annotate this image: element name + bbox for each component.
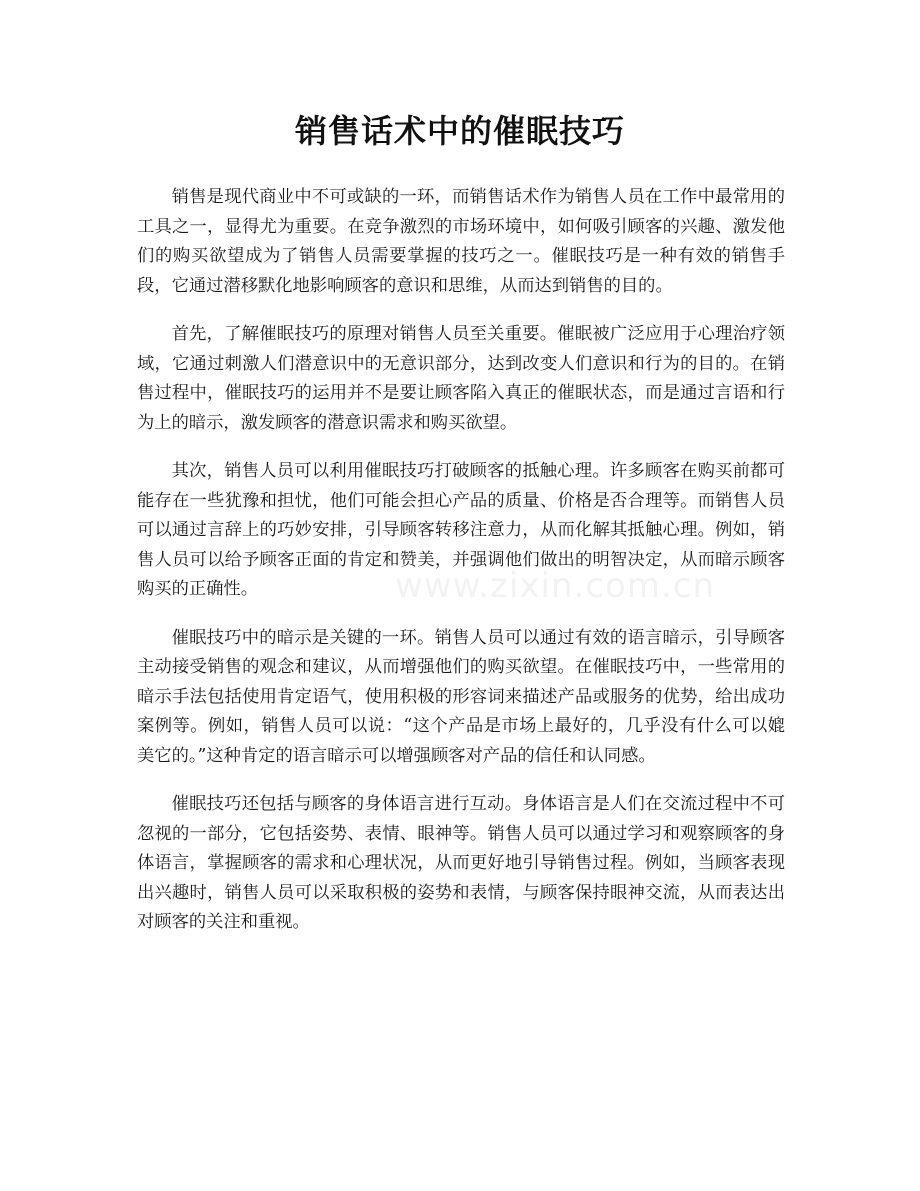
paragraph-suggestion: 催眠技巧中的暗示是关键的一环。销售人员可以通过有效的语言暗示，引导顾客主动接受销售的观念和建议，从而增强他们的购买欲望。在催眠技巧中，一些常用的暗示手法包括使用肯定语气，使用积极的形容词来描述产品或服务的优势，给出成功案例等。例如，销售人员可以说：“这个产品是市场上最好的，几乎没有什么可以媲美它的。”这种肯定的语言暗示可以增强顾客对产品的信任和认同感。: [137, 627, 785, 766]
document-body: [137, 183, 785, 957]
document-title: 销售话术中的催眠技巧: [294, 112, 625, 150]
paragraph-principle: 首先，了解催眠技巧的原理对销售人员至关重要。催眠被广泛应用于心理治疗领域，它通过刺激人们潜意识中的无意识部分，达到改变人们意识和行为的目的。在销售过程中，催眠技巧的运用并不是要让顾客陷入真正的催眠状态，而是通过言语和行为上的暗示，激发顾客的潜意识需求和购买欲望。: [137, 324, 785, 433]
paragraph-intro: 销售是现代商业中不可或缺的一环，而销售话术作为销售人员在工作中最常用的工具之一，显得尤为重要。在竞争激烈的市场环境中，如何吸引顾客的兴趣、激发他们的购买欲望成为了销售人员需要掌握的技巧之一。催眠技巧是一种有效的销售手段，它通过潜移默化地影响顾客的意识和思维，从而达到销售的目的。: [137, 187, 785, 296]
paragraph-body-language: 催眠技巧还包括与顾客的身体语言进行互动。身体语言是人们在交流过程中不可忽视的一部分，它包括姿势、表情、眼神等。销售人员可以通过学习和观察顾客的身体语言，掌握顾客的需求和心理状况，从而更好地引导销售过程。例如，当顾客表现出兴趣时，销售人员可以采取积极的姿势和表情，与顾客保持眼神交流，从而表达出对顾客的关注和重视。: [137, 794, 785, 932]
paragraph-resistance: 其次，销售人员可以利用催眠技巧打破顾客的抵触心理。许多顾客在购买前都可能存在一些犹豫和担忧，他们可能会担心产品的质量、价格是否合理等。而销售人员可以通过言辞上的巧妙安排，引导顾客转移注意力，从而化解其抵触心理。例如，销售人员可以给予顾客正面的肯定和赞美，并强调他们做出的明智决定，从而暗示顾客购买的正确性。: [137, 461, 785, 599]
watermark: www.zixin.com.cn: [395, 566, 715, 606]
